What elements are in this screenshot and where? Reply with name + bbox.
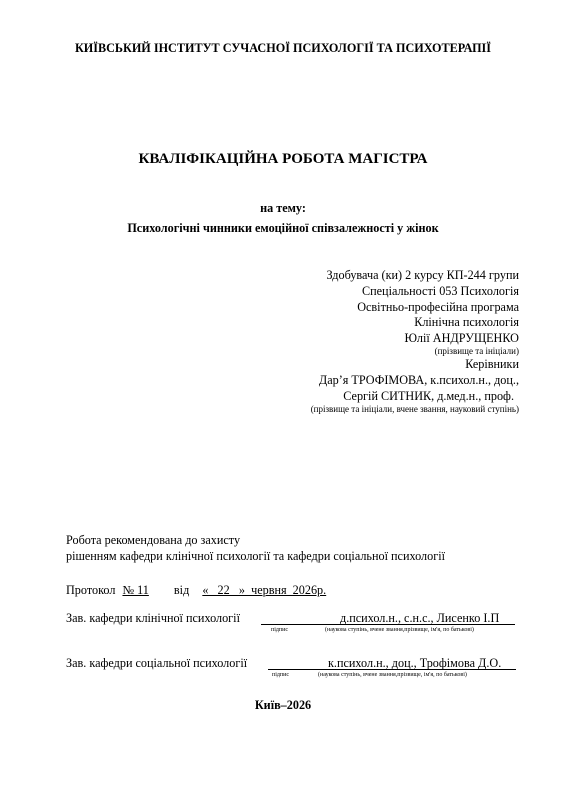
head2-sign-note: підпис xyxy=(272,672,290,678)
topic-label: на тему: xyxy=(260,201,306,215)
author-line-2: Спеціальності 053 Психологія xyxy=(361,284,519,298)
protocol-number: № 11 xyxy=(122,583,149,597)
head1-sign-note: підпис xyxy=(271,627,289,633)
author-name-note: (прізвище та ініціали) xyxy=(434,346,519,356)
protocol-label: Протокол xyxy=(66,583,116,597)
author-name: Юлії АНДРУЩЕНКО xyxy=(404,331,519,345)
work-type-title: КВАЛІФІКАЦІЙНА РОБОТА МАГІСТРА xyxy=(138,151,428,167)
supervisor-2: Сергій СИТНИК, д.мед.н., проф. xyxy=(343,389,514,403)
supervisors-label: Керівники xyxy=(465,357,519,371)
head1-value: д.психол.н., с.н.с., Лисенко І.П xyxy=(340,611,500,625)
head2-name-note: (наукова ступінь, вчене звання,прізвище, ім'я, по батькові) xyxy=(318,672,467,678)
city-year: Київ–2026 xyxy=(254,698,312,712)
author-line-4: Клінічна психологія xyxy=(414,315,519,329)
recommendation-line-2: рішенням кафедри клінічної психології та кафедри соціальної психології xyxy=(66,549,445,563)
head2-value: к.психол.н., доц., Трофімова Д.О. xyxy=(328,656,502,670)
recommendation-line-1: Робота рекомендована до захисту xyxy=(66,533,241,547)
protocol-from: від xyxy=(173,583,190,597)
supervisors-note: (прізвище та ініціали, вчене звання, науковий ступінь) xyxy=(310,404,519,414)
author-line-1: Здобувача (ки) 2 курсу КП-244 групи xyxy=(326,268,519,282)
institute-name: КИЇВСЬКИЙ ІНСТИТУТ СУЧАСНОЇ ПСИХОЛОГІЇ ТА ПСИХОТЕРАПІЇ xyxy=(74,41,492,55)
topic-title: Психологічні чинники емоційної співзалежності у жінок xyxy=(127,221,439,235)
protocol-date: « 22 » червня 2026р. xyxy=(202,583,327,597)
head1-label: Зав. кафедри клінічної психології xyxy=(66,611,240,625)
author-line-3: Освітньо-професійна програма xyxy=(357,300,519,314)
head1-name-note: (наукова ступінь, вчене звання,прізвище, ім'я, по батькові) xyxy=(325,627,474,633)
protocol-line xyxy=(66,583,326,597)
supervisor-1: Дар’я ТРОФІМОВА, к.психол.н., доц., xyxy=(318,373,519,387)
head2-label: Зав. кафедри соціальної психології xyxy=(66,656,248,670)
